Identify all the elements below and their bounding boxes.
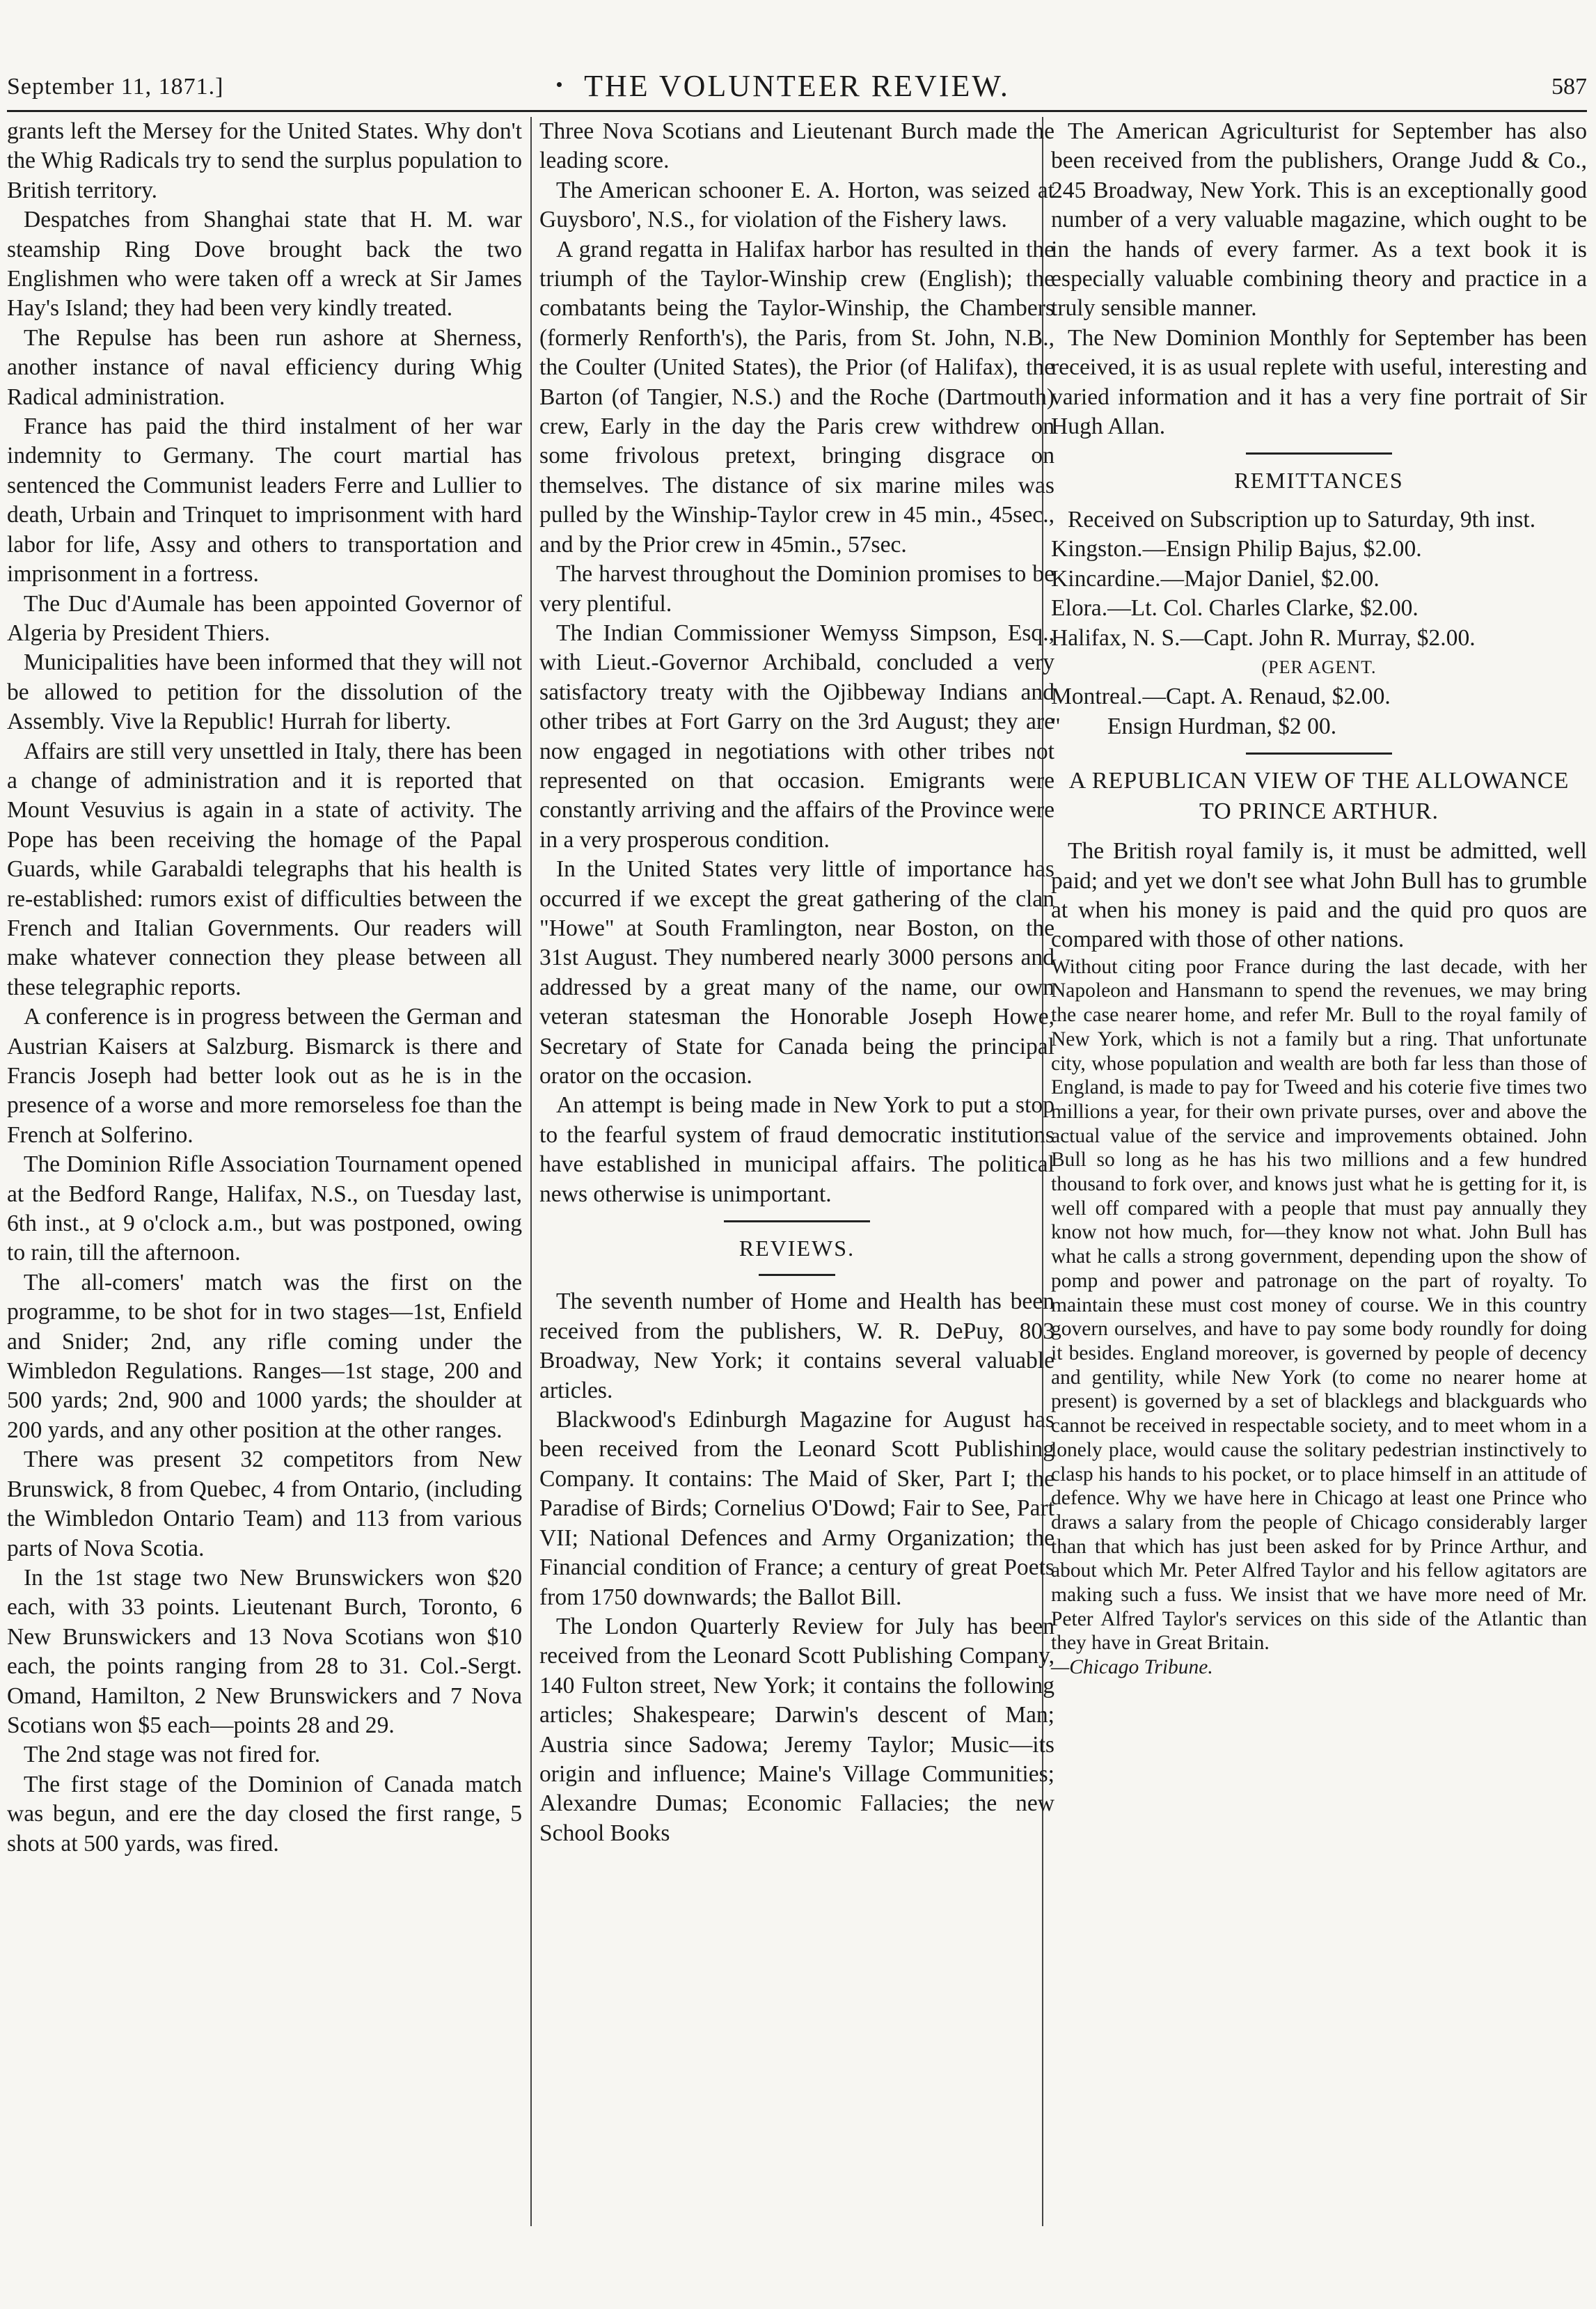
- paragraph: The American Agriculturist for September has also been received from the publishers, Orange Judd & Co., 245 Broadway, New York. This is an exceptionally good number of a very valuable magazine, which ought to be in the hands of every farmer. As a text book it is especially valuable combining theory and practice in a truly sensible manner.: [1051, 118, 1587, 322]
- paragraph: An attempt is being made in New York to put a stop to the fearful system of fraud democratic institutions have established in municipal affairs. The political news otherwise is unimportant.: [539, 1092, 1054, 1207]
- review-paragraph: Blackwood's Edinburgh Magazine for August has been received from the Leonard Scott Publishing Company. It contains: The Maid of Sker, Part I; the Paradise of Birds; Cornelius O'Dowd; Fair to See, Part VII; National Defences and Army Organization; the Financial condition of France; a century of great Poets from 1750 downwards; the Ballot Bill.: [539, 1407, 1054, 1610]
- remittances-heading: REMITTANCES: [1234, 468, 1404, 494]
- paragraph: The Duc d'Aumale has been appointed Governor of Algeria by President Thiers.: [7, 590, 522, 646]
- section-divider: [724, 1220, 870, 1222]
- article-lead: The British royal family is, it must be admitted, well paid; and yet we don't see what John Bull has to grumble at when his money is paid and the quid pro quos are compared with those of other nations.: [1051, 838, 1587, 953]
- page-number: 587: [1551, 74, 1587, 100]
- page-header: [7, 68, 1587, 104]
- reviews-heading: REVIEWS.: [738, 1236, 855, 1261]
- article-body: Without citing poor France during the last decade, with her Napoleon and Hansmann to spend the revenues, we may bring the case nearer home, and refer Mr. Bull to the royal family of New York, which is not a family but a ring. That unfortunate city, whose population and wealth are both far less than those of England, is made to pay for Tweed and his coterie five times two millions a year, for their own private purses, over and above the actual value of the service and improvements obtained. John Bull so long as he has his two millions and a few hundred thousand to fork over, and knows just what he is getting for it, is well off compared with a people that must pay annually they know not how much, for—they know not what. John Bull has what he calls a strong government, depending upon the show of pomp and power and patronage on the part of royalty. To maintain these must cost money of course. We in this country govern ourselves, and have to pay some body roundly for doing it besides. England moreover, is governed by people of decency and gentility, while New York (to come no nearer home at present) is governed by a set of blacklegs and blackguards who cannot be received in respectable society, and to meet whom in a lonely place, would cause the solitary pedestrian instinctively to clasp his hands to his pocket, or to place himself in an attitude of defence. Why we have here in Chicago at least one Prince who draws a salary from the people of Chicago considerably larger than that which has just been asked for by Prince Arthur, and about which Mr. Peter Alfred Taylor and his fellow agitators are making such a fuss. We insist that we have more need of Mr. Peter Alfred Taylor's services on this side of the Atlantic than they have in Great Britain.: [1051, 955, 1587, 1655]
- column-divider-1: [530, 117, 532, 2226]
- section-divider: [759, 1274, 835, 1276]
- paragraph: Three Nova Scotians and Lieutenant Burch made the leading score.: [539, 118, 1054, 174]
- remittance-entry: Montreal.—Capt. A. Renaud, $2.00.: [1051, 684, 1391, 710]
- paragraph: The Dominion Rifle Association Tournament opened at the Bedford Range, Halifax, N.S., on Tuesday last, 6th inst., at 9 o'clock a.m., but was postponed, owing to rain, till the afternoon.: [7, 1151, 522, 1266]
- paragraph: Despatches from Shanghai state that H. M. war steamship Ring Dove brought back the two Englishmen who were taken off a wreck at Sir James Hay's Island; they had been very kindly treated.: [7, 207, 522, 322]
- remittance-entry: Kincardine.—Major Daniel, $2.00.: [1051, 565, 1380, 592]
- paragraph: Affairs are still very unsettled in Italy, there has been a change of administration and it is reported that Mount Vesuvius is again in a state of activity. The Pope has been receiving the homage of the Papal Guards, while Garabaldi telegraphs that his health is re-established: rumors exist of difficulties between the French and Italian Governments. Our readers will make whatever connection they please between all these telegraphic reports.: [7, 738, 522, 1000]
- header-rule: [7, 110, 1587, 112]
- paragraph: The first stage of the Dominion of Canada match was begun, and ere the day closed the first range, 5 shots at 500 yards, was fired.: [7, 1771, 522, 1857]
- paragraph: In the 1st stage two New Brunswickers won $20 each, with 33 points. Lieutenant Burch, Toronto, 6 New Brunswickers and 13 Nova Scotians won $10 each, the points ranging from 28 to 31. Col.-Sergt. Omand, Hamilton, 2 New Brunswickers and 7 Nova Scotians won $5 each—points 28 and 29.: [7, 1564, 522, 1738]
- paragraph: A grand regatta in Halifax harbor has resulted in the triumph of the Taylor-Winship crew (English); the combatants being the Taylor-Winship, the Chambers (formerly Renforth's), the Paris, from St. John, N.B., the Coulter (United States), the Prior (of Halifax), the Barton (of Tangier, N.S.) and the Roche (Dartmouth) crew, Early in the day the Paris crew withdrew on some frivolous pretext, bringing disgrace on themselves. The distance of six marine miles was pulled by the Winship-Taylor crew in 45 min., 45sec., and by the Prior crew in 45min., 57sec.: [539, 236, 1054, 558]
- paragraph: The American schooner E. A. Horton, was seized at Guysboro', N.S., for violation of the Fishery laws.: [539, 177, 1054, 233]
- column-1: [7, 117, 522, 1859]
- remittances-intro: Received on Subscription up to Saturday, 9th inst.: [1068, 506, 1536, 533]
- remittance-entry: Halifax, N. S.—Capt. John R. Murray, $2.00.: [1051, 624, 1476, 651]
- remittance-entry: Kingston.—Ensign Philip Bajus, $2.00.: [1051, 536, 1422, 562]
- paragraph: The 2nd stage was not fired for.: [24, 1742, 321, 1768]
- article-title: A REPUBLICAN VIEW OF THE ALLOWANCE TO PRINCE ARTHUR.: [1068, 768, 1570, 825]
- paragraph: The New Dominion Monthly for September has been received, it is as usual replete with useful, interesting and varied information and it has a very fine portrait of Sir Hugh Allan.: [1051, 324, 1587, 440]
- paragraph: grants left the Mersey for the United States. Why don't the Whig Radicals try to send the surplus population to British territory.: [7, 118, 522, 203]
- per-agent-label: (PER AGENT.: [1261, 656, 1377, 677]
- review-paragraph: The London Quarterly Review for July has been received from the Leonard Scott Publishing Company, 140 Fulton street, New York; it contains the following articles; Shakespeare; Darwin's descent of Man; Austria since Sadowa; Jeremy Taylor; Music—its origin and influence; Maine's Village Communities; Alexandre Dumas; Economic Fallacies; the new School Books: [539, 1613, 1054, 1846]
- section-divider: [1246, 452, 1392, 455]
- paragraph: In the United States very little of importance has occurred if we except the great gathering of the clan "Howe" at South Framlington, near Boston, on the 31st August. They numbered nearly 3000 persons and addressed by a great many of the name, our own veteran statesman the Honorable Joseph Howe, Secretary of State for Canada being the principal orator on the occasion.: [539, 856, 1054, 1089]
- remittance-entry: Elora.—Lt. Col. Charles Clarke, $2.00.: [1051, 595, 1419, 622]
- paragraph: The all-comers' match was the first on the programme, to be shot for in two stages—1st, Enfield and Snider; 2nd, any rifle coming under the Wimbledon Regulations. Ranges—1st stage, 200 and 500 yards; 2nd, 900 and 1000 yards; the shoulder at 200 yards, and any other position at the other ranges.: [7, 1269, 522, 1443]
- review-paragraph: The seventh number of Home and Health has been received from the publishers, W. R. DePuy, 803 Broadway, New York; it contains several valuable articles.: [539, 1289, 1054, 1403]
- section-divider: [1246, 752, 1392, 755]
- paragraph: A conference is in progress between the German and Austrian Kaisers at Salzburg. Bismarck is there and Francis Joseph had better look out as he is in the presence of a worse and more remorseless foe than the French at Solferino.: [7, 1004, 522, 1148]
- article-body-block: [1051, 955, 1587, 1680]
- paragraph: The Repulse has been run ashore at Sherness, another instance of naval efficiency during Whig Radical administration.: [7, 324, 522, 410]
- article-source: —Chicago Tribune.: [1051, 1656, 1213, 1679]
- paragraph: The harvest throughout the Dominion promises to be very plentiful.: [539, 561, 1054, 617]
- paragraph: There was present 32 competitors from New Brunswick, 8 from Quebec, 4 from Ontario, (including the Wimbledon Ontario Team) and 113 from various parts of Nova Scotia.: [7, 1447, 522, 1561]
- header-date: September 11, 1871.]: [7, 74, 224, 100]
- paragraph: The Indian Commissioner Wemyss Simpson, Esq., with Lieut.-Governor Archibald, concluded a very satisfactory treaty with the Ojibbeway Indians and other tribes at Fort Garry on the 3rd August; they are now engaged in negotiations with other tribes not represented on that occasion. Emigrants were constantly arriving and the affairs of the Province were in a very prosperous condition.: [539, 620, 1054, 853]
- column-3: [1051, 117, 1587, 1680]
- newspaper-title: THE VOLUNTEER REVIEW.: [584, 69, 1010, 103]
- column-2: [539, 117, 1054, 1848]
- paragraph: France has paid the third instalment of her war indemnity to Germany. The court martial has sentenced the Communist leaders Ferre and Lullier to death, Urbain and Trinquet to imprisonment with hard labor for life, Assy and others to transportation and imprisonment in a fortress.: [7, 413, 522, 588]
- remittance-entry: " Ensign Hurdman, $2 00.: [1051, 713, 1337, 739]
- remittances-section: [1051, 466, 1587, 741]
- paragraph: Municipalities have been informed that they will not be allowed to petition for the dissolution of the Assembly. Vive la Republic! Hurrah for liberty.: [7, 649, 522, 735]
